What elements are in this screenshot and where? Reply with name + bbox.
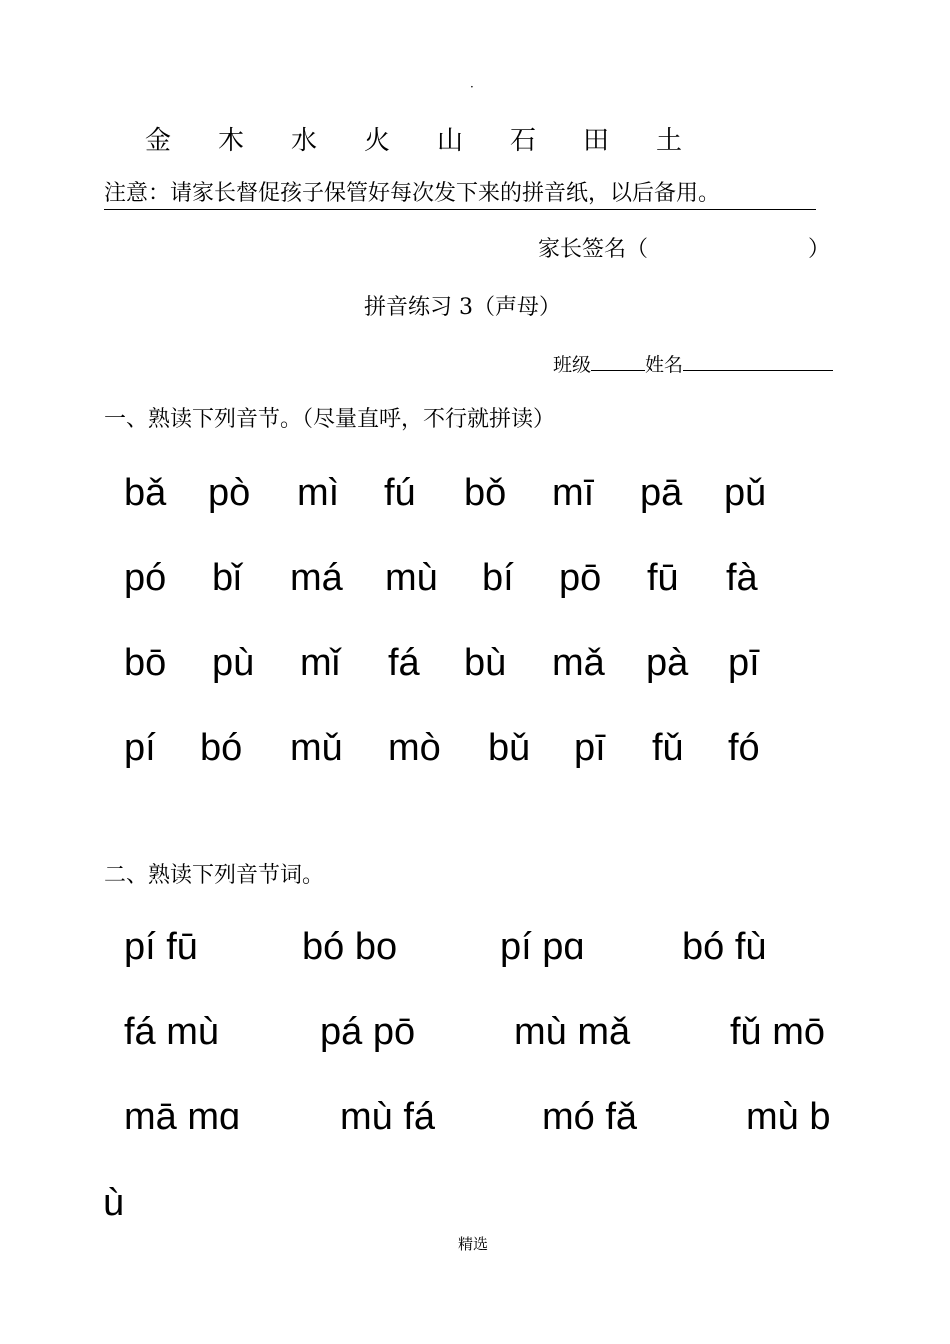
syllable: mǎ: [552, 642, 605, 684]
syllable-word: pá pō: [320, 1011, 416, 1053]
syllable: fá: [388, 642, 420, 684]
section2-heading: 二、熟读下列音节词。: [104, 863, 325, 888]
syllable: pō: [559, 557, 602, 599]
syllable-word: pí pɑ: [500, 926, 585, 968]
syllable: pà: [646, 642, 689, 684]
syllable: bǔ: [488, 727, 531, 769]
header-dot: ·: [470, 80, 474, 94]
parent-notice: 注意：请家长督促孩子保管好每次发下来的拼音纸，以后备用。: [104, 176, 816, 210]
syllable: fú: [384, 472, 416, 514]
syllable-word: fá mù: [124, 1011, 220, 1053]
syllable-word: mù mǎ: [514, 1011, 631, 1053]
syllable: bō: [124, 642, 167, 684]
syllable: mī: [552, 472, 595, 514]
element-char: 石: [510, 126, 537, 156]
element-char: 田: [583, 126, 610, 156]
syllable: mǔ: [290, 727, 343, 769]
syllable: pǔ: [724, 472, 767, 514]
syllable-word: fǔ mō: [730, 1011, 826, 1053]
syllable: bí: [482, 557, 514, 599]
syllable-word: mā mɑ: [124, 1096, 241, 1138]
syllable: pí: [124, 727, 156, 769]
syllable: mì: [297, 472, 340, 514]
parent-signature: [538, 232, 830, 263]
signature-label: 家长签名（: [538, 237, 649, 262]
footer-label: 精选: [458, 1235, 489, 1253]
syllable-word: pí fū: [124, 926, 198, 968]
syllable: bǐ: [212, 557, 242, 599]
element-char: 木: [218, 126, 245, 156]
syllable: mò: [388, 727, 441, 769]
class-name-line: [553, 350, 833, 377]
syllable: bǎ: [124, 472, 167, 514]
element-char: 火: [364, 126, 391, 156]
element-char: 土: [656, 126, 683, 156]
syllable: má: [290, 557, 343, 599]
syllable: pā: [640, 472, 683, 514]
syllable: pī: [574, 727, 606, 769]
section1-heading: 一、熟读下列音节。（尽量直呼，不行就拼读）: [104, 407, 556, 432]
class-label: 班级: [553, 354, 592, 376]
syllable-word: mó fǎ: [542, 1096, 638, 1138]
syllable: pù: [212, 642, 255, 684]
element-char: 山: [437, 126, 464, 156]
syllable: pó: [124, 557, 167, 599]
class-blank[interactable]: [591, 352, 645, 371]
syllable-word: mù fá: [340, 1096, 436, 1138]
element-char: 金: [145, 126, 172, 156]
syllable: bó: [200, 727, 243, 769]
syllable: fà: [726, 557, 758, 599]
syllable: mǐ: [300, 642, 341, 684]
syllable-word: bó bo: [302, 926, 398, 968]
syllable-word: mù b: [746, 1096, 831, 1138]
syllable-word: bó fù: [682, 926, 767, 968]
syllable: fū: [647, 557, 679, 599]
syllable: bǒ: [464, 472, 507, 514]
syllable: fǔ: [652, 727, 684, 769]
element-char: 水: [291, 126, 318, 156]
name-label: 姓名: [645, 354, 684, 376]
signature-close: ）: [808, 237, 831, 262]
syllable: bù: [464, 642, 507, 684]
name-blank[interactable]: [683, 352, 833, 371]
syllable-wrap: ù: [103, 1182, 125, 1224]
syllable: mù: [385, 557, 438, 599]
page-title: 拼音练习 3（声母）: [364, 295, 561, 320]
elements-row: [145, 120, 729, 157]
syllable: pò: [208, 472, 251, 514]
syllable: fó: [728, 727, 760, 769]
syllable: pī: [728, 642, 760, 684]
